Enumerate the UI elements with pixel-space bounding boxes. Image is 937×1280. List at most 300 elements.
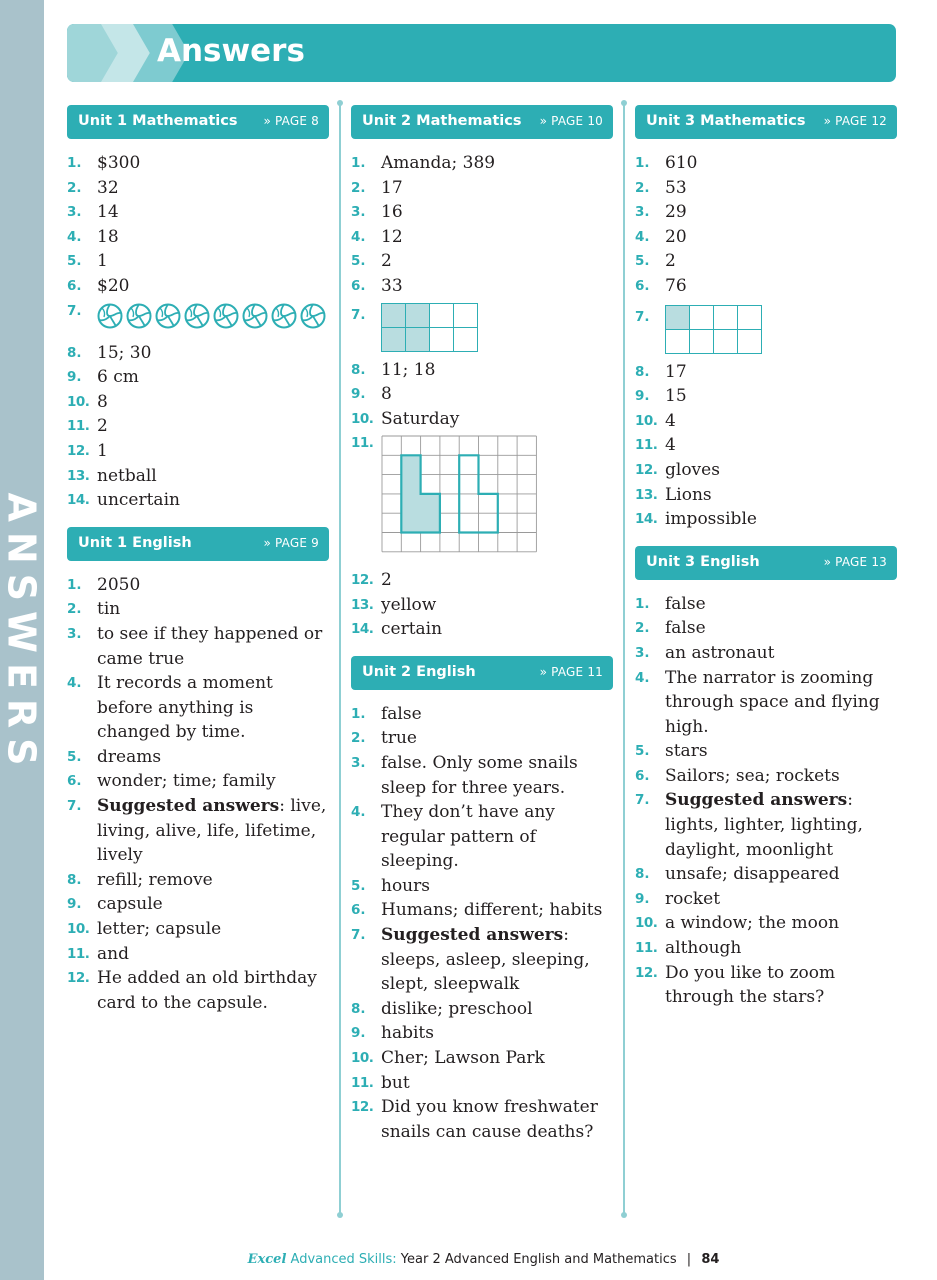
question-number: 13. [67,467,90,484]
section-header-unit1-maths [67,105,329,139]
question-number: 2. [67,179,82,196]
answer-text: 610 [665,153,698,173]
question-number: 12. [635,461,658,478]
answer-item [351,1021,613,1046]
answer-item [351,176,613,201]
question-number: 6. [351,277,366,294]
question-number: 9. [67,896,82,913]
grid-cell [738,305,762,329]
answer-item [635,225,897,250]
answer-text: 16 [381,202,403,223]
answer-item [351,726,613,751]
answer-text: 6 cm [97,367,139,388]
answer-item [351,997,613,1022]
answer-item [351,923,613,997]
answer-item [351,874,613,899]
answer-text: 32 [97,177,119,198]
question-number: 14. [635,511,658,528]
answer-text: hours [381,875,430,896]
volleyball-icon [300,303,326,329]
section-title: Unit 1 Mathematics [78,113,238,129]
answer-item [351,568,613,593]
answer-text: impossible [665,509,757,530]
answer-text: 20 [665,226,687,247]
answer-item [67,794,329,868]
answer-item [635,641,897,666]
answer-item [351,593,613,618]
answer-list [67,573,329,1016]
grid-cell [666,305,690,329]
answer-list [67,151,329,513]
answer-item [351,1071,613,1096]
answer-text: 17 [381,177,403,198]
answer-item [67,745,329,770]
question-number: 4. [635,669,650,686]
section-header-unit3-maths [635,105,897,139]
grid-cell [430,303,454,327]
answer-text: They don’t have any regular pattern of sleeping. [381,802,555,872]
answer-item [67,597,329,622]
answer-item [351,431,613,568]
answer-text: 1 [97,440,108,461]
grid-cell [430,327,454,351]
answer-list [351,151,613,642]
answer-item [67,274,329,299]
answer-item [67,341,329,366]
answer-item [67,769,329,794]
answer-item [635,176,897,201]
answer-item [351,617,613,642]
answer-text: Humans; different; habits [381,900,603,921]
question-number: 11. [635,940,658,957]
question-number: 9. [67,369,82,386]
answer-item [67,299,329,341]
section-title: Unit 3 Mathematics [646,113,806,129]
footer-brand: Excel [247,1252,287,1267]
answer-item [351,151,613,176]
answer-item [351,702,613,727]
question-number: 3. [635,204,650,221]
column-divider [339,103,341,1215]
answer-text: to see if they happened or came true [97,623,323,669]
question-number: 8. [635,866,650,883]
column-1 [67,105,329,1015]
answer-item [67,917,329,942]
question-number: 5. [67,253,82,270]
answer-item [635,592,897,617]
answer-text: 15 [665,386,687,407]
answer-emphasis: Suggested answers [381,925,564,946]
question-number: 1. [351,705,366,722]
shape-grid [381,435,537,554]
answer-text: tin [97,599,121,620]
answer-text: $20 [97,275,130,296]
answer-text: letter; capsule [97,919,222,940]
fraction-grid [665,305,762,354]
answer-text: : live, living, alive, life, lifetime, lively [97,796,327,866]
answer-item [635,249,897,274]
question-number: 2. [351,730,366,747]
answer-text: false. Only some snails sleep for three years. [381,752,578,798]
answer-text: 4 [665,410,676,431]
answer-item [635,616,897,641]
answer-text: false [665,593,706,614]
question-number: 9. [351,1025,366,1042]
question-number: 4. [351,228,366,245]
question-number: 12. [67,970,90,987]
answer-text: but [381,1072,410,1093]
question-number: 9. [635,388,650,405]
question-number: 4. [635,228,650,245]
answer-list [635,151,897,532]
answer-text: refill; remove [97,869,213,890]
answer-text: false [381,703,422,724]
question-number: 11. [67,945,90,962]
footer-series: Advanced Skills: [290,1252,397,1267]
question-number: 5. [635,743,650,760]
answer-item [67,249,329,274]
answer-item [635,200,897,225]
answer-list [635,592,897,1010]
page-reference: » PAGE 9 [263,535,319,550]
grid-cell [382,327,406,351]
answer-item [67,225,329,250]
answer-text: 14 [97,202,119,223]
question-number: 3. [351,754,366,771]
answer-text: habits [381,1023,434,1044]
question-number: 10. [351,410,374,427]
answer-item [351,382,613,407]
answer-item [351,800,613,874]
question-number: 11. [351,435,374,452]
answer-text: 11; 18 [381,359,436,380]
question-number: 13. [351,596,374,613]
section-title: Unit 1 English [78,534,192,551]
grid-cell [382,303,406,327]
answer-item [67,942,329,967]
answer-item [351,1095,613,1144]
answer-item [635,764,897,789]
title-banner [67,24,896,82]
answer-item [635,274,897,299]
answer-item [67,365,329,390]
answer-text: Amanda; 389 [381,153,496,173]
answer-text: : sleeps, asleep, sleeping, slept, sleepwalk [381,925,590,995]
column-3 [635,105,897,1010]
answer-list [351,702,613,1145]
grid-cell [714,329,738,353]
question-number: 1. [635,595,650,612]
grid-cell [454,327,478,351]
answer-text: The narrator is zooming through space and flying high. [665,667,880,737]
question-number: 10. [635,412,658,429]
shaded-shape [401,456,440,533]
answer-item [635,483,897,508]
answer-text: $300 [97,153,141,173]
answer-item [635,739,897,764]
answer-item [67,966,329,1015]
answer-item [351,225,613,250]
question-number: 3. [635,644,650,661]
answer-emphasis: Suggested answers [665,790,848,811]
question-number: 9. [635,890,650,907]
answer-item [635,384,897,409]
answer-text: wonder; time; family [97,771,276,792]
footer-book-title: Year 2 Advanced English and Mathematics [400,1252,677,1267]
question-number: 8. [67,344,82,361]
answer-item [67,390,329,415]
question-number: 1. [67,576,82,593]
question-number: 1. [351,155,366,171]
answer-text: dreams [97,746,162,767]
volleyball-icon [242,303,268,329]
answer-text: 2 [381,569,392,590]
answer-text: yellow [381,594,437,615]
answer-item [351,751,613,800]
answer-item [635,887,897,912]
question-number: 6. [635,767,650,784]
section-header-unit3-english [635,546,897,580]
answer-text: Do you like to zoom through the stars? [665,962,836,1008]
question-number: 7. [635,308,650,325]
volleyball-icon [184,303,210,329]
answer-text: 1 [97,251,108,272]
answer-text: Did you know freshwater snails can cause deaths? [381,1097,598,1142]
volleyball-icon [97,303,123,329]
volleyball-row [97,299,329,341]
answer-item [67,464,329,489]
answer-item [67,868,329,893]
section-title: Unit 2 English [362,663,476,680]
question-number: 3. [351,204,366,221]
answer-text: dislike; preschool [381,998,533,1019]
question-number: 5. [635,253,650,270]
answer-item [635,911,897,936]
answer-item [635,936,897,961]
grid-cell [406,327,430,351]
section-header-unit2-english [351,656,613,690]
answer-text: false [665,618,706,639]
answer-item [635,458,897,483]
question-number: 9. [351,386,366,403]
answer-text: 15; 30 [97,342,152,363]
answer-item [635,360,897,385]
question-number: 8. [351,1000,366,1017]
question-number: 8. [67,871,82,888]
answer-text: rocket [665,888,721,909]
answer-item [67,151,329,176]
question-number: 6. [67,773,82,790]
answer-text: 4 [665,435,676,456]
section-title: Unit 3 English [646,553,760,570]
answer-text: 53 [665,177,687,198]
question-number: 7. [351,927,366,944]
answer-text: 2050 [97,574,141,595]
question-number: 14. [67,492,90,509]
answer-item [351,200,613,225]
question-number: 7. [67,302,82,319]
question-number: 10. [635,915,658,932]
question-number: 14. [351,621,374,638]
question-number: 4. [351,804,366,821]
answer-item [635,433,897,458]
volleyball-icon [213,303,239,329]
question-number: 12. [351,571,374,588]
grid-cell [690,329,714,353]
answer-item [351,358,613,383]
question-number: 4. [67,675,82,692]
column-2 [351,105,613,1144]
answer-text: although [665,938,742,959]
volleyball-icon [271,303,297,329]
question-number: 8. [351,361,366,378]
answer-text: Cher; Lawson Park [381,1048,545,1069]
grid-cell [406,303,430,327]
answer-text: true [381,728,417,749]
question-number: 13. [635,486,658,503]
answer-text: 18 [97,226,119,247]
answer-item [635,666,897,740]
page-reference: » PAGE 11 [539,664,603,679]
page-footer [0,1252,937,1267]
question-number: 10. [67,921,90,938]
answer-text: 76 [665,275,687,296]
answer-text: 33 [381,275,403,296]
question-number: 12. [351,1099,374,1116]
page-number: 84 [701,1252,720,1267]
answer-text: : lights, lighter, lighting, daylight, moonlight [665,790,863,860]
answer-item [67,176,329,201]
question-number: 7. [67,798,82,815]
answer-text: 12 [381,226,403,247]
answer-text: 29 [665,202,687,223]
page-reference: » PAGE 12 [823,114,887,128]
question-number: 11. [67,418,90,435]
question-number: 5. [351,253,366,270]
answer-text: It records a moment before anything is changed by time. [97,673,273,743]
question-number: 3. [67,204,82,221]
question-number: 12. [67,442,90,459]
answer-item [351,898,613,923]
answer-item [67,439,329,464]
question-number: 2. [635,179,650,196]
question-number: 8. [635,363,650,380]
question-number: 11. [635,437,658,454]
answer-text: Sailors; sea; rockets [665,765,840,786]
answer-text: gloves [665,459,720,480]
answer-text: and [97,943,129,964]
answer-text: 2 [665,251,676,272]
question-number: 2. [67,601,82,618]
answer-item [67,671,329,745]
answer-item [635,409,897,434]
answer-text: 17 [665,361,687,382]
answer-item [635,788,897,862]
section-header-unit1-english [67,527,329,561]
side-label: ANSWERS [0,492,44,776]
question-number: 7. [635,792,650,809]
answer-item [635,151,897,176]
grid-cell [714,305,738,329]
question-number: 11. [351,1074,374,1091]
fraction-grid [381,303,478,352]
section-header-unit2-maths [351,105,613,139]
grid-cell [666,329,690,353]
answer-item [351,303,613,358]
question-number: 10. [351,1050,374,1067]
question-number: 6. [635,277,650,294]
answer-item [67,488,329,513]
answer-text: 8 [381,384,392,405]
question-number: 4. [67,228,82,245]
question-number: 1. [635,155,650,171]
answer-item [67,622,329,671]
column-divider [623,103,625,1215]
volleyball-icon [126,303,152,329]
answer-item [635,862,897,887]
answer-text: Saturday [381,408,460,429]
page-reference: » PAGE 8 [263,114,319,128]
answer-item [351,1046,613,1071]
answer-text: certain [381,619,443,640]
answer-text: unsafe; disappeared [665,864,840,885]
grid-cell [738,329,762,353]
answer-text: capsule [97,894,163,915]
grid-cell [690,305,714,329]
answer-text: 2 [97,416,108,437]
answer-text: an astronaut [665,642,775,663]
answer-item [351,249,613,274]
question-number: 12. [635,964,658,981]
question-number: 3. [67,625,82,642]
answer-item [67,573,329,598]
question-number: 10. [67,393,90,410]
question-number: 6. [67,277,82,294]
page-reference: » PAGE 10 [539,114,603,128]
grid-cell [454,303,478,327]
answer-item [635,305,897,360]
question-number: 7. [351,306,366,323]
answer-item [67,414,329,439]
question-number: 1. [67,155,82,171]
answer-item [635,507,897,532]
volleyball-icon [155,303,181,329]
answer-text: stars [665,741,708,762]
answer-item [635,961,897,1010]
answer-emphasis: Suggested answers [97,796,280,817]
question-number: 2. [635,620,650,637]
page-reference: » PAGE 13 [823,554,887,569]
answer-item [351,274,613,299]
answer-text: 2 [381,251,392,272]
question-number: 5. [351,877,366,894]
page-title: Answers [157,33,305,69]
answer-text: 8 [97,391,108,412]
question-number: 6. [351,902,366,919]
answer-item [67,892,329,917]
question-number: 5. [67,748,82,765]
answer-text: uncertain [97,490,180,511]
answer-text: netball [97,465,157,486]
answer-item [351,407,613,432]
answer-item [67,200,329,225]
answer-text: He added an old birthday card to the capsule. [97,968,317,1013]
section-title: Unit 2 Mathematics [362,113,522,129]
answer-text: Lions [665,484,712,505]
footer-separator: | [686,1252,692,1267]
question-number: 2. [351,179,366,196]
answer-text: a window; the moon [665,913,840,934]
